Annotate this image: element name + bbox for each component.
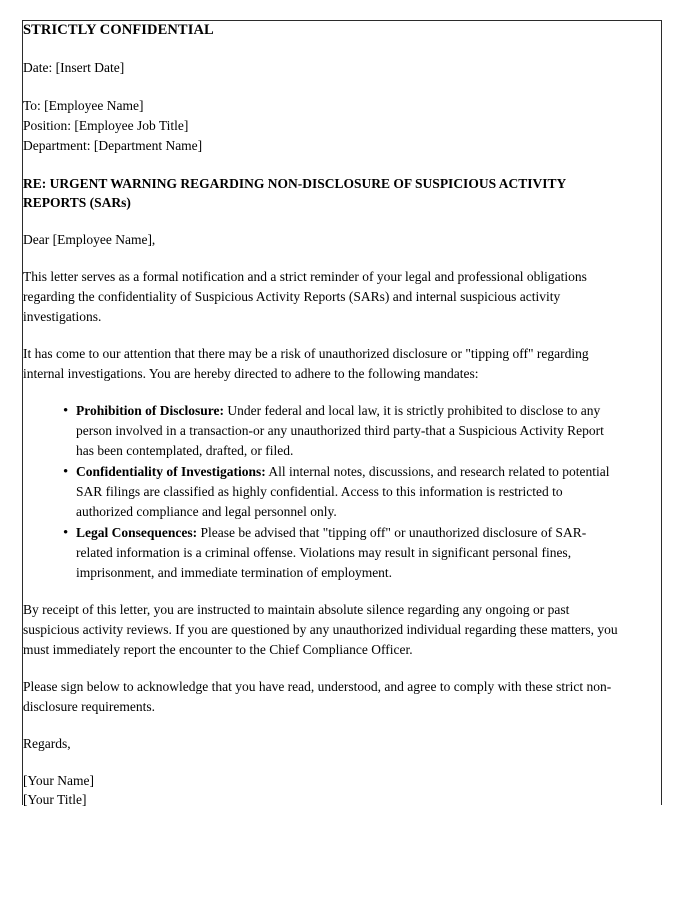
confidentiality-heading: STRICTLY CONFIDENTIAL: [23, 22, 214, 38]
paragraph-obligations: This letter serves as a formal notification and a strict reminder of your legal and professional obligations regarding the confidentiality of Suspicious Activity Reports (SARs) and internal suspicious activity investigations.: [23, 268, 587, 324]
mandate-text: Please be advised that "tipping off" or unauthorized disclosure of SAR-related information is a criminal offense. Violations may result in significant personal fines, imprisonment, and immediate termination of employment.: [76, 524, 587, 580]
list-item: [63, 523, 619, 583]
date-line: Date: [Insert Date]: [23, 59, 125, 75]
mandate-lead: Confidentiality of Investigations:: [76, 463, 266, 479]
signature-title-placeholder: [Your Title]: [23, 792, 87, 808]
subject-line: RE: URGENT WARNING REGARDING NON-DISCLOSURE OF SUSPICIOUS ACTIVITY REPORTS (SARs): [23, 175, 566, 210]
paragraph-tipping-off-risk: It has come to our attention that there may be a risk of unauthorized disclosure or "tipping off" regarding internal investigations. You are hereby directed to adhere to the following mandates:: [23, 345, 589, 381]
bullet-icon: •: [63, 524, 69, 541]
recipient-block: [23, 96, 619, 156]
list-item: [63, 401, 619, 461]
recipient-department-line: Department: [Department Name]: [23, 137, 203, 153]
mandate-text: Under federal and local law, it is strictly prohibited to disclose to any person involved in a transaction-or any unauthorized third party-that a Suspicious Activity Report has been contemplated, drafted, or filed.: [76, 402, 604, 458]
bullet-icon: •: [63, 402, 69, 419]
mandate-text: All internal notes, discussions, and research related to potential SAR filings are classified as highly confidential. Access to this information is restricted to authorized compliance and legal personnel only.: [76, 463, 610, 519]
list-item: [63, 462, 619, 522]
salutation: Dear [Employee Name],: [23, 231, 156, 247]
mandate-lead: Legal Consequences:: [76, 524, 198, 540]
date-block: [23, 58, 619, 78]
mandate-lead: Prohibition of Disclosure:: [76, 402, 225, 418]
paragraph-absolute-silence: By receipt of this letter, you are instructed to maintain absolute silence regarding any ongoing or past suspicious activity reviews. If you are questioned by any unauthorized individual regarding these matters, you must immediately report the encounter to the Chief Compliance Officer.: [23, 601, 618, 657]
letter-body: [23, 21, 619, 810]
recipient-to-line: To: [Employee Name]: [23, 97, 144, 113]
paragraph-acknowledgement: Please sign below to acknowledge that you have read, understood, and agree to comply with these strict non-disclosure requirements.: [23, 678, 612, 714]
closing: Regards,: [23, 735, 71, 751]
signature-name-placeholder: [Your Name]: [23, 772, 94, 788]
signature-block: [23, 771, 619, 810]
recipient-position-line: Position: [Employee Job Title]: [23, 117, 189, 133]
mandates-list: [23, 401, 619, 583]
bullet-icon: •: [63, 463, 69, 480]
